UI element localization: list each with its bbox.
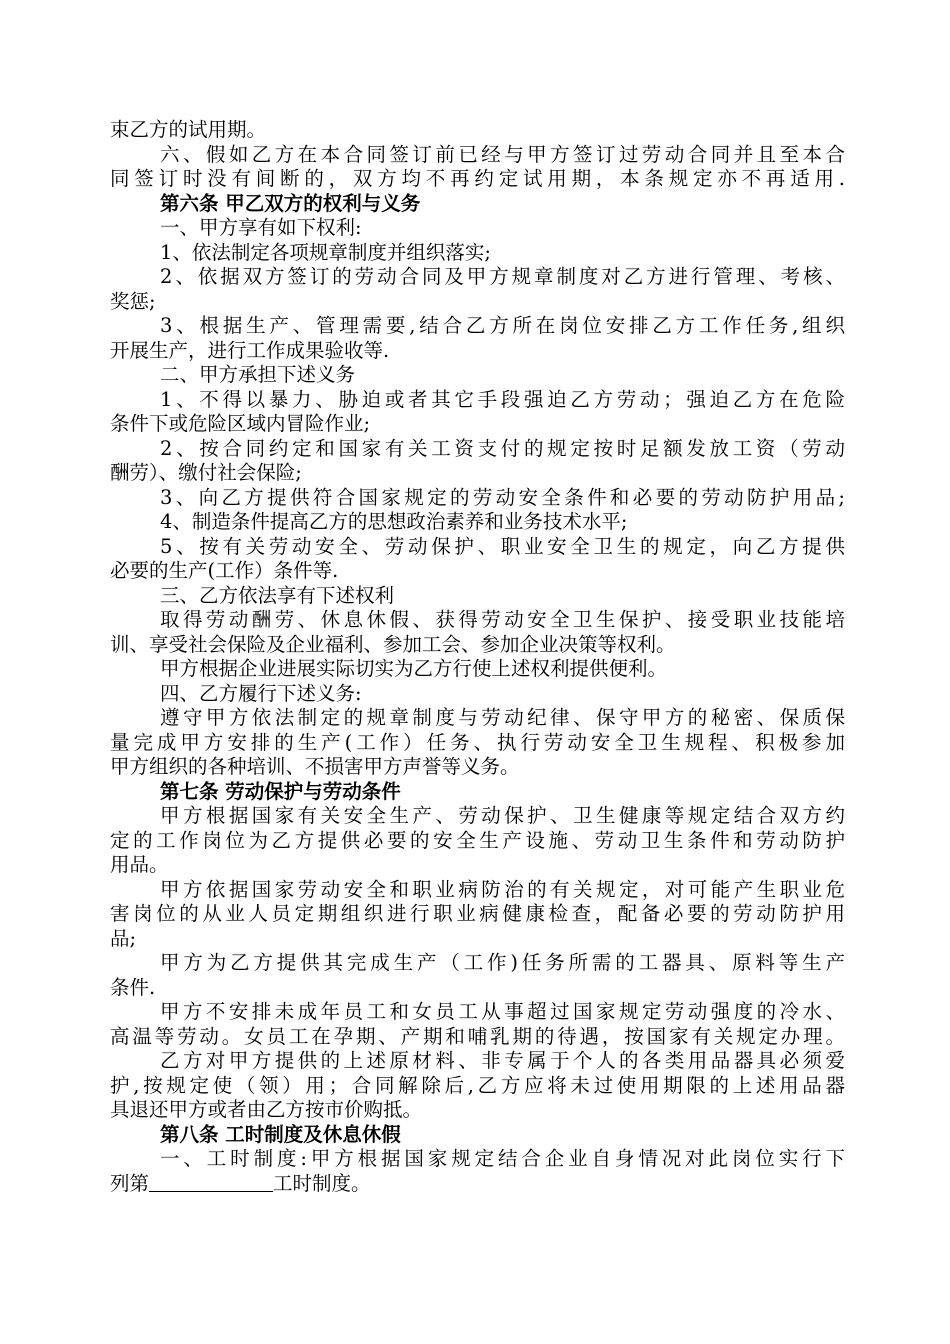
text-line: 1、不得以暴力、胁迫或者其它手段强迫乙方劳动；强迫乙方在危险	[160, 387, 845, 411]
text-line: 害岗位的从业人员定期组织进行职业病健康检查，配备必要的劳动防护用	[110, 902, 845, 925]
text-line: 高温等劳动。女员工在孕期、产期和哺乳期的待遇，按国家有关规定办理。	[110, 1024, 845, 1048]
text-line: 1、依法制定各项规章制度并组织落实;	[160, 240, 491, 264]
section-heading: 第八条 工时制度及休息休假	[160, 1122, 401, 1146]
text-line: 三、乙方依法享有下述权利	[160, 583, 395, 607]
text-line: 甲方根据企业进展实际切实为乙方行使上述权利提供便利。	[160, 657, 668, 680]
text-line: 护,按规定使（领）用；合同解除后,乙方应将未过使用期限的上述用品器	[110, 1073, 845, 1097]
text-line: 2、依据双方签订的劳动合同及甲方规章制度对乙方进行管理、考核、	[160, 265, 845, 288]
text-line: 甲方根据国家有关安全生产、劳动保护、卫生健康等规定结合双方约	[160, 804, 845, 827]
text-line: 5、按有关劳动安全、劳动保护、职业安全卫生的规定，向乙方提供	[160, 534, 845, 558]
text-line: 取得劳动酬劳、休息休假、获得劳动安全卫生保护、接受职业技能培	[160, 608, 845, 631]
text-line: 二、甲方承担下述义务	[160, 363, 356, 386]
text-line: 量完成甲方安排的生产(工作）任务、执行劳动安全卫生规程、积极参加	[110, 730, 845, 754]
text-line: 3、向乙方提供符合国家规定的劳动安全条件和必要的劳动防护用品;	[160, 485, 845, 509]
text-line: 四、乙方履行下述义务:	[160, 681, 362, 705]
section-heading: 第七条 劳动保护与劳动条件	[160, 779, 401, 803]
fill-in-blank[interactable]	[149, 1173, 273, 1192]
text-fragment: 列第	[110, 1171, 150, 1195]
text-line: 一、甲方享有如下权利:	[160, 216, 362, 239]
text-line: 一、工时制度:甲方根据国家规定结合企业自身情况对此岗位实行下	[160, 1147, 845, 1170]
text-line: 3、根据生产、管理需要,结合乙方所在岗位安排乙方工作任务,组织	[160, 314, 845, 337]
text-line: 训、享受社会保险及企业福利、参加工会、参加企业决策等权利。	[110, 632, 676, 656]
text-line: 条件下或危险区域内冒险作业;	[110, 412, 371, 435]
text-line: 束乙方的试用期。	[110, 118, 267, 141]
text-line: 酬劳）、缴付社会保险;	[110, 461, 302, 484]
text-line: 甲方不安排未成年员工和女员工从事超过国家规定劳动强度的冷水、	[160, 1000, 845, 1023]
text-line: 开展生产，进行工作成果验收等.	[110, 338, 390, 362]
text-line: 甲方依据国家劳动安全和职业病防治的有关规定，对可能产生职业危	[160, 877, 845, 901]
document-page	[110, 118, 845, 1196]
text-line: 必要的生产(工作）条件等.	[110, 559, 339, 582]
text-line: 4、制造条件提高乙方的思想政治素养和业务技术水平;	[160, 510, 628, 533]
text-fragment: 工时制度。	[273, 1171, 371, 1195]
text-line	[110, 1172, 845, 1197]
text-line: 甲方组织的各种培训、不损害甲方声誉等义务。	[110, 755, 520, 778]
text-line: 同签订时没有间断的，双方均不再约定试用期，本条规定亦不再适用.	[110, 167, 845, 190]
text-line: 2、按合同约定和国家有关工资支付的规定按时足额发放工资（劳动	[160, 436, 845, 460]
text-line: 定的工作岗位为乙方提供必要的安全生产设施、劳动卫生条件和劳动防护	[110, 828, 845, 852]
text-line: 具退还甲方或者由乙方按市价购抵。	[110, 1098, 423, 1121]
text-line: 品;	[110, 926, 137, 950]
text-line: 遵守甲方依法制定的规章制度与劳动纪律、保守甲方的秘密、保质保	[160, 706, 845, 729]
text-line: 甲方为乙方提供其完成生产（工作)任务所需的工器具、原料等生产	[160, 951, 845, 974]
section-heading: 第六条 甲乙双方的权利与义务	[160, 191, 421, 215]
text-line: 六、假如乙方在本合同签订前已经与甲方签订过劳动合同并且至本合	[160, 142, 845, 166]
text-line: 乙方对甲方提供的上述原材料、非专属于个人的各类用品器具必须爱	[160, 1049, 845, 1072]
text-line: 奖惩;	[110, 289, 156, 313]
text-line: 条件.	[110, 975, 156, 999]
text-line: 用品。	[110, 853, 169, 876]
